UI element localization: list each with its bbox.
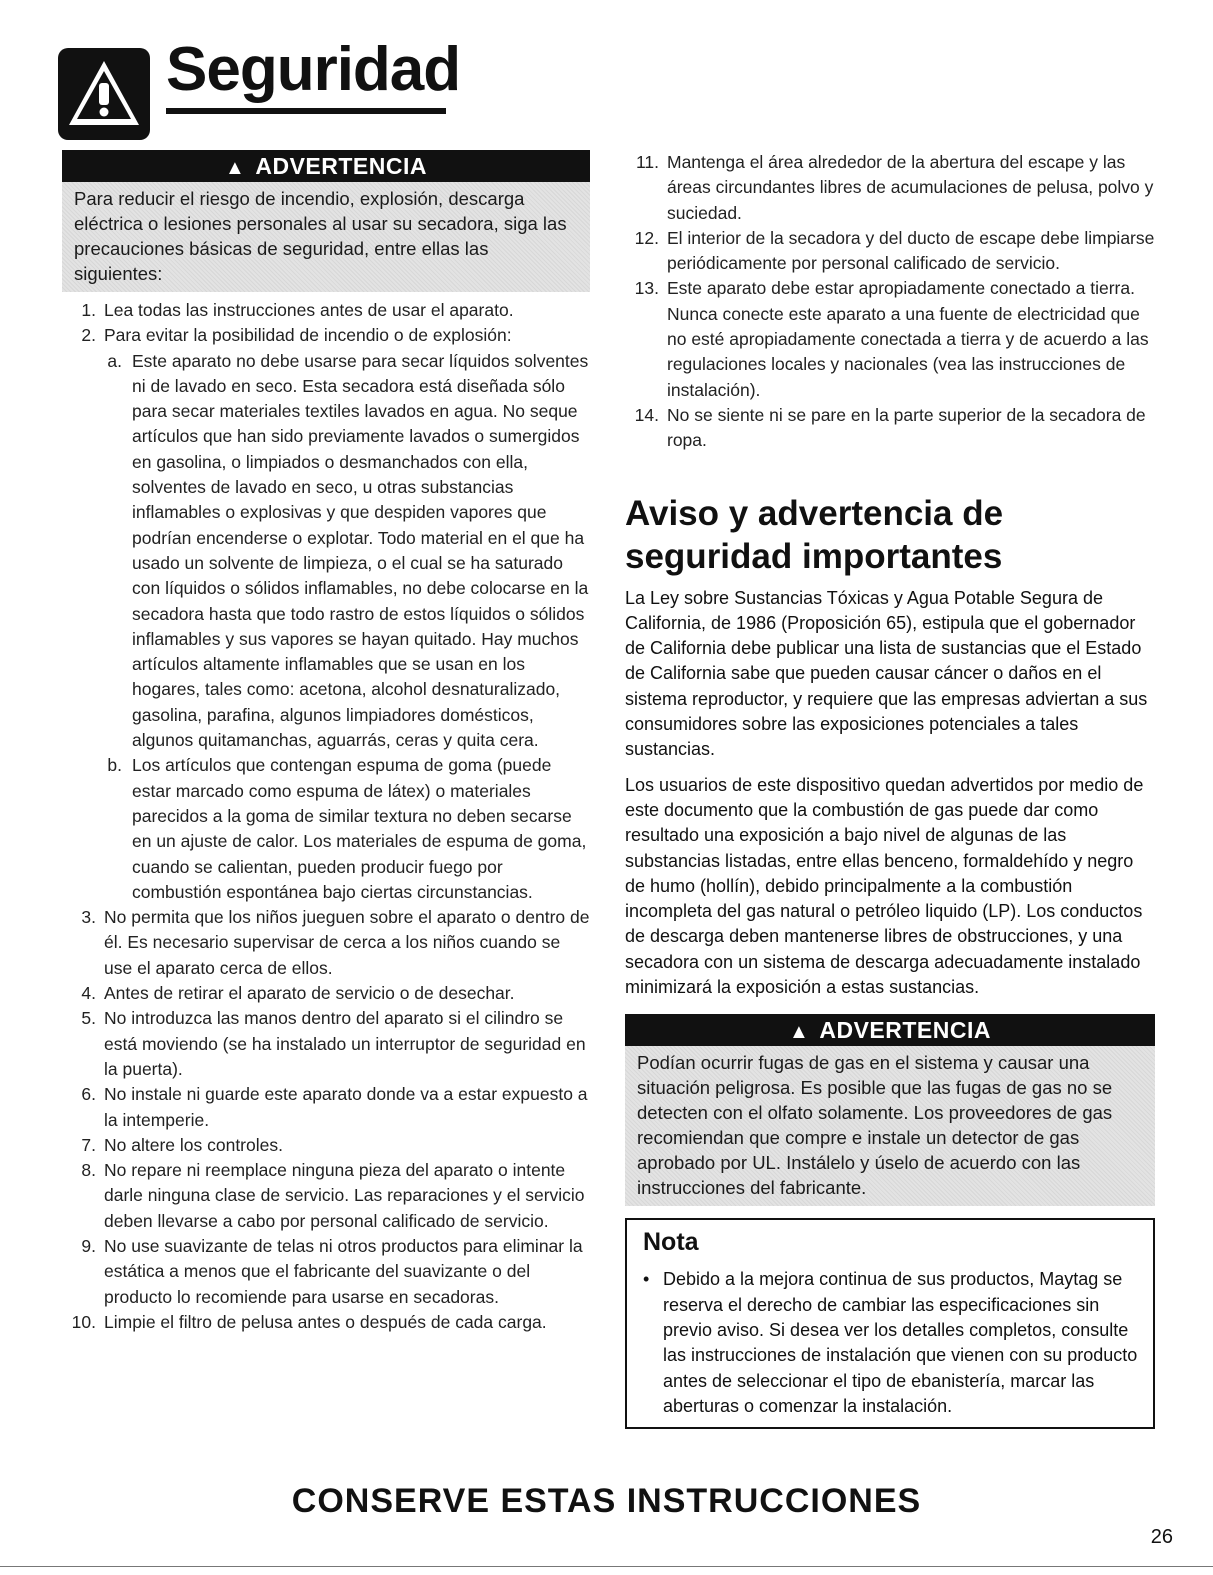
bullet: •	[643, 1269, 650, 1290]
note-box	[625, 1218, 1155, 1429]
list-item: 11. Mantenga el área alrededor de la abertura del escape y las áreas circundantes libres de acumulaciones de pelusa, polvo y suciedad.	[635, 152, 1154, 223]
list-item: 12. El interior de la secadora y del ducto de escape debe limpiarse periódicamente por personal calificado de servicio.	[634, 227, 1155, 274]
page-title: Seguridad	[166, 35, 461, 104]
notice-paragraph: Los usuarios de este dispositivo quedan advertidos por medio de este documento que la combustión de gas puede dar como resultado una exposición a bajo nivel de algunas de las substancias listadas, entre ellas benceno, formaldehído y negro de humo (hollín), debido principalmente a la combustión incompleta del gas natural o petróleo liquido (LP). Los conductos de descarga deben mantenerse libres de obstrucciones, y una secadora con un sistema de descarga adecuadamente instalado minimizará la exposición a estas sustancias.	[625, 774, 1144, 998]
list-item: 6. No instale ni guarde este aparato donde va a estar expuesto a la intemperie.	[81, 1084, 588, 1130]
warning-body: Podían ocurrir fugas de gas en el sistema y causar una situación peligrosa. Es posible que las fugas de gas no se detecten con el olfato solamente. Los proveedores de gas recomiendan que compre e instale un detector de gas aprobado por UL. Instálelo y úselo de acuerdo con las instrucciones del fabricante.	[625, 1046, 1155, 1206]
page-number: 26	[1150, 1526, 1173, 1548]
list-item: 8. No repare ni reemplace ninguna pieza del aparato o intente darle ninguna clase de servicio. Las reparaciones y el servicio deben llevarse a cabo por personal calificado de servicio.	[81, 1160, 585, 1231]
note-title: Nota	[643, 1228, 699, 1257]
list-item: 13. Este aparato debe estar apropiadamente conectado a tierra. Nunca conecte este aparato a una fuente de electricidad que no esté apropiadamente conectada a tierra y de acuerdo a las regulaciones locales y nacionales (vea las instrucciones de instalación).	[634, 278, 1149, 400]
warning-box	[62, 150, 590, 292]
footer-title: CONSERVE ESTAS INSTRUCCIONES	[291, 1482, 922, 1520]
warning-heading	[625, 1014, 1155, 1046]
list-item: 7. No altere los controles.	[81, 1134, 283, 1155]
safety-list	[62, 298, 590, 1335]
list-item: 1. Lea todas las instrucciones antes de usar el aparato.	[81, 300, 514, 320]
title-underline	[166, 108, 446, 114]
list-item: 3. No permita que los niños jueguen sobre el aparato o dentro de él. Es necesario supervisar de cerca a los niños cuando se use el aparato cerca de ellos.	[81, 907, 590, 978]
note-text: Debido a la mejora continua de sus productos, Maytag se reserva el derecho de cambiar las especificaciones sin previo aviso. Si desea ver los detalles completos, consulte las instrucciones de instalación que vienen con su producto antes de seleccionar el tipo de ebanistería, marcar las aberturas o comenzar la instalación.	[663, 1269, 1138, 1416]
notice-paragraph: La Ley sobre Sustancias Tóxicas y Agua Potable Segura de California, de 1986 (Proposición 65), estipula que el gobernador de California debe publicar una lista de sustancias que el Estado de California sabe que pueden causar cáncer o daños en el sistema reproductor, y requiere que las empresas adviertan a sus consumidores sobre las exposiciones potenciales a tales sustancias.	[625, 587, 1148, 760]
warning-heading-text: ADVERTENCIA	[819, 1017, 991, 1044]
right-column	[625, 150, 1155, 1429]
left-column	[62, 150, 590, 1335]
list-item: 9. No use suavizante de telas ni otros productos para eliminar la estática a menos que el fabricante del suavizante o del producto lo recomiende para usarse en secadoras.	[81, 1235, 583, 1307]
safety-list-continued	[625, 150, 1155, 454]
list-item: 10. Limpie el filtro de pelusa antes o después de cada carga.	[71, 1311, 547, 1332]
sublist-item: b. Los artículos que contengan espuma de goma (puede estar marcado como espuma de látex) o materiales parecidos a la goma de similar textura no deben secarse en un ajuste de calor. Los materiales de espuma de goma, cuando se calientan, pueden producir fuego por combustión espontánea bajo ciertas circunstancias.	[107, 755, 587, 902]
warning-triangle-icon: ▲	[225, 157, 246, 179]
note-item	[643, 1267, 1139, 1419]
section-title: Aviso y advertencia de seguridad importantes	[625, 493, 1004, 576]
sublist-item: a. Este aparato no debe usarse para secar líquidos solventes ni de lavado en seco. Esta secadora está diseñada sólo para secar materiales textiles lavados en agua. No seque artículos que han sido previamente lavados o sumergidos en gasolina, o limpiados o desmanchados con ella, solventes de lavado en seco, u otras substancias inflamables o explosivas y que despiden vapores que podrían encenderse o explotar. Todo material en el que ha usado un solvente de limpieza, o el cual se ha saturado con líquidos o sólidos inflamables, no debe colocarse en la secadora hasta que todo rastro de estos líquidos o sólidos inflamables y sus vapores se hayan quitado. Hay muchos artículos altamente inflamables que se usan en los hogares, tales como: acetona, alcohol desnaturalizado, gasolina, parafina, algunos limpiadores domésticos, algunos quitamanchas, aguarrás, ceras y quita cera.	[107, 350, 589, 751]
warning-heading	[62, 150, 590, 182]
list-item: 2. Para evitar la posibilidad de incendio o de explosión: a. Este aparato no debe usarse para secar líquidos solventes ni de lavado en seco. Esta secadora está diseñada sólo para secar materiales textiles lavados en agua. No seque artículos que han sido previamente lavados o sumergidos en gasolina, o limpiados o desmanchados con ella, solventes de lavado en seco, u otras substancias inflamables o explosivas y que despiden vapores que podrían encenderse o explotar. Todo material en el que ha usado un solvente de limpieza, o el cual se ha saturado con líquidos o sólidos inflamables, no debe colocarse en la secadora hasta que todo rastro de estos líquidos o sólidos inflamables y sus vapores se hayan quitado. Hay muchos artículos altamente inflamables que se usan en los hogares, tales como: acetona, alcohol desnaturalizado, gasolina, parafina, algunos limpiadores domésticos, algunos quitamanchas, aguarrás, ceras y quita cera. b. Los artículos que contengan espuma de goma (puede estar marcado como espuma de látex) o materiales parecidos a la goma de similar textura no deben secarse en un ajuste de calor. Los materiales de espuma de goma, cuando se calientan, pueden producir fuego por combustión espontánea bajo ciertas circunstancias.	[62, 323, 590, 905]
list-item: 5. No introduzca las manos dentro del aparato si el cilindro se está moviendo (se ha instalado un interruptor de seguridad en la puerta).	[81, 1008, 586, 1079]
list-item: 4. Antes de retirar el aparato de servicio o de desechar.	[81, 983, 515, 1004]
warning-body: Para reducir el riesgo de incendio, explosión, descarga eléctrica o lesiones personales al usar su secadora, siga las precauciones básicas de seguridad, entre ellas las siguientes:	[62, 182, 590, 292]
gas-warning-box	[625, 1014, 1155, 1206]
safety-sublist	[104, 349, 590, 906]
warning-heading-text: ADVERTENCIA	[255, 153, 427, 179]
bottom-rule	[0, 1566, 1213, 1567]
list-item: 14. No se siente ni se pare en la parte superior de la secadora de ropa.	[634, 404, 1146, 451]
warning-triangle-icon: ▲	[789, 1021, 810, 1044]
warning-icon	[58, 48, 150, 140]
